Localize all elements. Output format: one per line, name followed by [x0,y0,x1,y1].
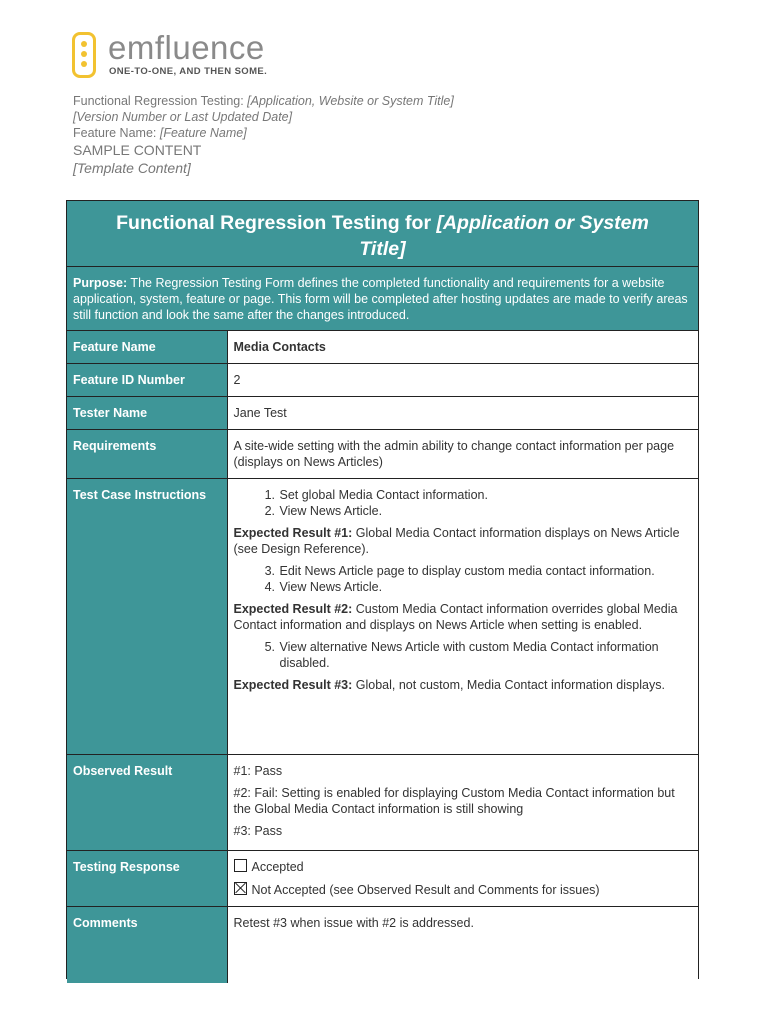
meta-template-content: [Template Content] [73,160,191,176]
purpose-text: The Regression Testing Form defines the completed functionality and requirements for a website application, system, feature or page. This form will be completed after hosting updates are made to verify areas still function and look the same after the changes introduced. [73,276,688,322]
observed-line-3: #3: Pass [233,824,283,838]
meta-sample-content: SAMPLE CONTENT [73,142,202,158]
label-test-case-instructions: Test Case Instructions [67,479,227,755]
label-testing-response: Testing Response [67,851,227,907]
step-1: 1. Set global Media Contact information. [279,487,693,503]
label-comments: Comments [67,907,227,983]
row-observed-result [67,755,698,851]
document-meta [73,93,454,177]
option-accepted[interactable] [234,859,693,875]
option-accepted-label: Accepted [251,860,304,874]
label-tester-name: Tester Name [67,397,227,430]
regression-testing-form [66,200,699,979]
steps-list-2 [234,563,693,595]
row-feature-id [67,364,698,397]
steps-list-1 [234,487,693,519]
expected-result-3: Expected Result #3: Global, not custom, Media Contact information displays. [233,678,665,692]
form-header [67,201,698,267]
checkbox-not-accepted[interactable] [234,882,247,895]
value-comments: Retest #3 when issue with #2 is addressed. [227,907,698,983]
meta-feature-label: Feature Name: [73,126,160,140]
logo-tagline: ONE-TO-ONE, AND THEN SOME. [109,66,268,77]
observed-line-1: #1: Pass [233,764,283,778]
step-3: 3. Edit News Article page to display custom media contact information. [279,563,693,579]
form-table [67,331,698,983]
form-purpose [67,267,698,331]
meta-title-label: Functional Regression Testing: [73,94,248,108]
label-feature-name: Feature Name [67,331,227,364]
step-2: 2. View News Article. [279,503,693,519]
option-not-accepted[interactable] [234,882,693,898]
meta-version-line: [Version Number or Last Updated Date] [73,110,293,124]
value-observed-result [227,755,698,851]
expected-result-1: Expected Result #1: Global Media Contact information displays on News Article (see Design Reference). [233,526,680,556]
meta-feature-value: [Feature Name] [159,126,247,140]
value-feature-id: 2 [227,364,698,397]
row-test-case-instructions [67,479,698,755]
checkbox-accepted[interactable] [234,859,247,872]
row-feature-name [67,331,698,364]
value-testing-response [227,851,698,907]
label-requirements: Requirements [67,430,227,479]
option-not-accepted-label: Not Accepted (see Observed Result and Comments for issues) [251,883,600,897]
label-feature-id: Feature ID Number [67,364,227,397]
observed-line-2: #2: Fail: Setting is enabled for displaying Custom Media Contact information but the Global Media Contact information is still showing [233,786,675,816]
row-testing-response [67,851,698,907]
value-requirements: A site-wide setting with the admin ability to change contact information per page (displays on News Articles) [227,430,698,479]
meta-title-line [73,93,454,109]
logo-wordmark: emfluence [108,29,265,66]
meta-title-value: [Application, Website or System Title] [247,94,454,108]
form-title: Functional Regression Testing for [Application or System Title] [116,212,649,260]
row-tester-name [67,397,698,430]
row-comments [67,907,698,983]
expected-result-2: Expected Result #2: Custom Media Contact information overrides global Media Contact information and displays on News Article when setting is enabled. [233,602,678,632]
value-tester-name: Jane Test [227,397,698,430]
company-logo [72,30,312,82]
value-feature-name: Media Contacts [227,331,698,364]
step-4: 4. View News Article. [279,579,693,595]
meta-feature-line [73,125,454,141]
step-5: 5. View alternative News Article with custom Media Contact information disabled. [279,639,693,671]
logo-mark-icon [72,32,96,78]
purpose-label: Purpose: [73,276,128,290]
steps-list-3 [234,639,693,671]
label-observed-result: Observed Result [67,755,227,851]
value-test-case-instructions [227,479,698,755]
row-requirements [67,430,698,479]
